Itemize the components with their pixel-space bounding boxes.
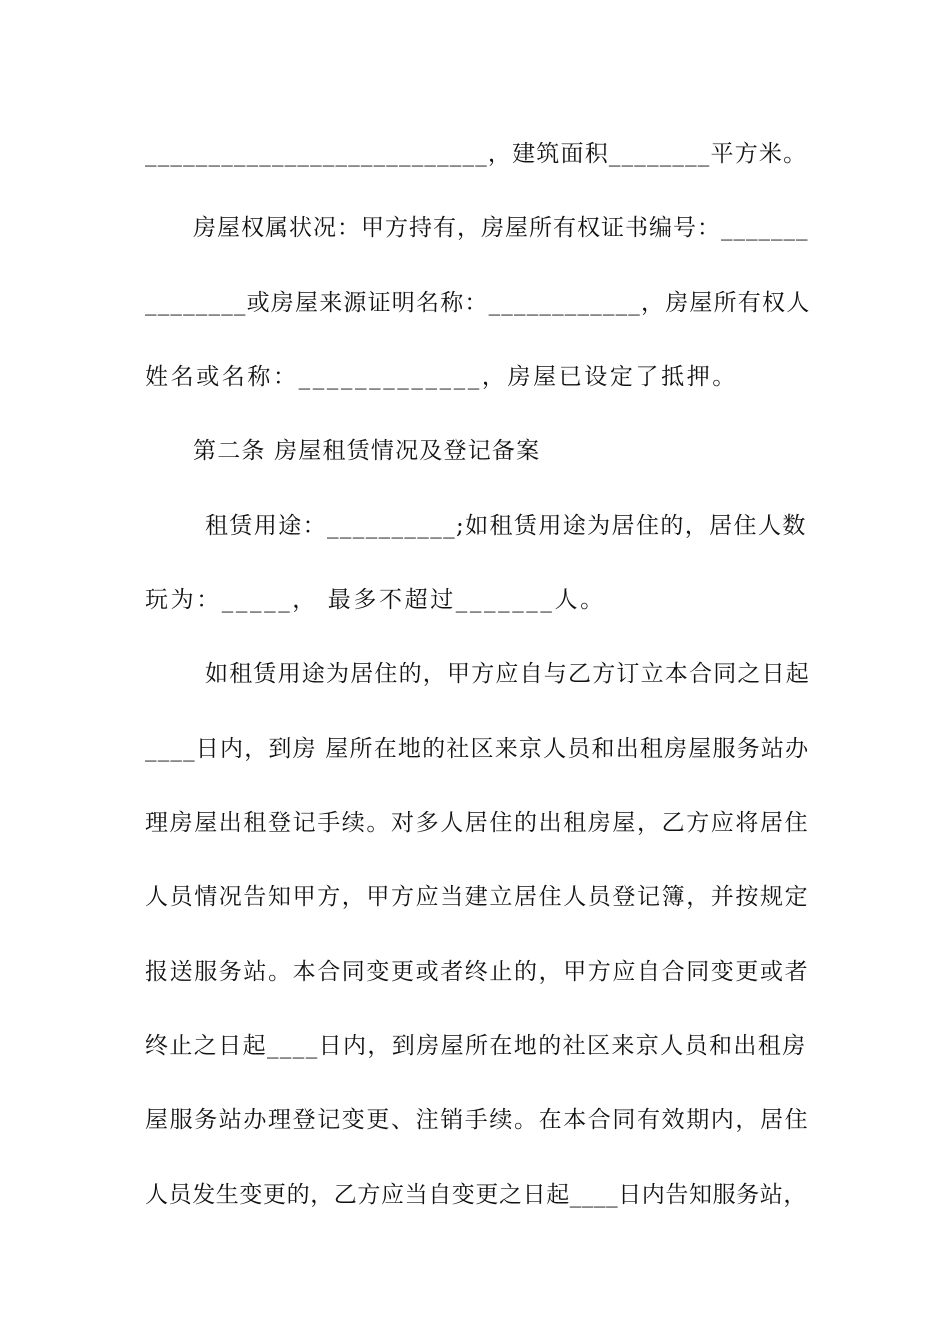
text-line-2: 房屋权属状况：甲方持有，房屋所有权证书编号：_______	[193, 215, 809, 241]
text-line-8: 如租赁用途为居住的，甲方应自与乙方订立本合同之日起	[205, 661, 810, 687]
text-line-10: 理房屋出租登记手续。对多人居住的出租房屋，乙方应将居住	[145, 810, 810, 836]
text-line-4: 姓名或名称：_____________，房屋已设定了抵押。	[145, 364, 738, 390]
text-line-11: 人员情况告知甲方，甲方应当建立居住人员登记簿，并按规定	[145, 884, 810, 910]
text-line-12: 报送服务站。本合同变更或者终止的，甲方应自合同变更或者	[145, 959, 810, 985]
section-heading: 第二条 房屋租赁情况及登记备案	[193, 438, 541, 464]
text-line-15: 人员发生变更的，乙方应当自变更之日起____日内告知服务站，	[145, 1182, 807, 1208]
text-line-1: ___________________________，建筑面积________平方米。	[145, 141, 808, 167]
text-line-13: 终止之日起____日内，到房屋所在地的社区来京人员和出租房	[145, 1033, 807, 1059]
text-line-3: ________或房屋来源证明名称：____________，房屋所有权人	[145, 290, 810, 316]
text-line-14: 屋服务站办理登记变更、注销手续。在本合同有效期内，居住	[145, 1107, 810, 1133]
text-line-7: 玩为：_____， 最多不超过_______人。	[145, 587, 606, 613]
text-line-9: ____日内，到房 屋所在地的社区来京人员和出租房屋服务站办	[145, 736, 810, 762]
text-line-6: 租赁用途：__________;如租赁用途为居住的，居住人数	[205, 513, 807, 539]
